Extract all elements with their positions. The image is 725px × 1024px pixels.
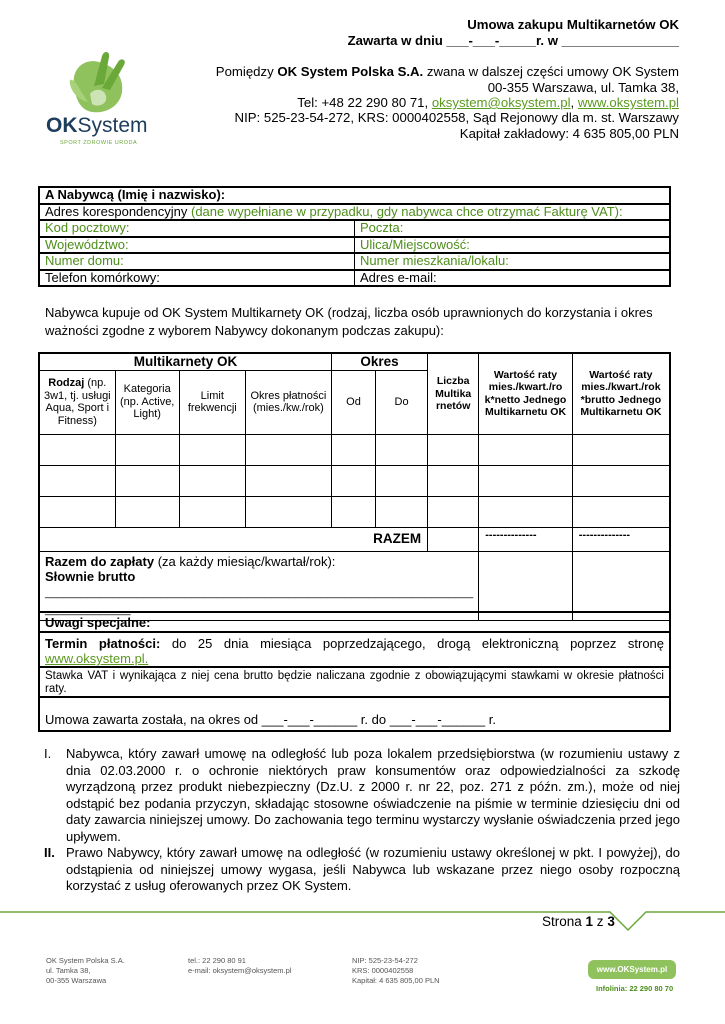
razem-do-zaplaty-note: (za każdy miesiąc/kwartał/rok): [154, 553, 336, 569]
clause-number: I. [44, 746, 52, 761]
product-table [38, 352, 671, 621]
footer-capital: Kapitał: 4 635 805,00 PLN [352, 976, 440, 985]
footer-nip: NIP: 525-23-54-272 [352, 956, 418, 965]
footer-company-city: 00-355 Warszawa [46, 976, 107, 985]
termin-text: do 25 dnia miesiąca poprzedzającego, drogą elektroniczną poprzez stronę [160, 636, 665, 651]
buyer-name-field[interactable]: A Nabywcą (Imię i nazwisko): [39, 187, 670, 204]
clause-text: Prawo Nabywcy, który zawarł umowę na odległość (w rozumieniu ustawy określonej w pkt. I powyżej), do odstąpienia od niniejszej umowy wygasa, jeśli Nabywca lub wskazane przez niego osoby rozpoczną korzystać z usług oferowanych przez OK System. [66, 845, 680, 893]
parties-line [216, 64, 679, 80]
postcode-field[interactable]: Kod pocztowy: [39, 220, 355, 237]
table-cell[interactable] [115, 434, 179, 465]
table-cell[interactable] [39, 434, 115, 465]
table-cell[interactable] [39, 465, 115, 496]
header-rodzaj-rest: (np. 3w1, tj. usługi Aqua, Sport i Fitness) [43, 377, 111, 427]
parties-suffix: zwana w dalszej części umowy OK System [423, 64, 679, 79]
table-cell[interactable] [479, 434, 573, 465]
logo-wordmark-ok: OK [46, 114, 78, 137]
page-total: 3 [607, 914, 615, 929]
header-multikarnety: Multikarnety OK [39, 353, 331, 370]
table-cell[interactable] [245, 465, 331, 496]
table-cell[interactable] [331, 465, 375, 496]
table-row [39, 496, 670, 527]
table-row [39, 434, 670, 465]
header-limit: Limit frekwencji [179, 370, 245, 434]
razem-netto-dashes: -------------- [479, 527, 573, 551]
clause-item [44, 845, 680, 895]
page-of: z [593, 914, 608, 929]
slownie-label: Słownie brutto [45, 568, 136, 584]
termin-label: Termin płatności: [45, 636, 161, 651]
company-address: 00-355 Warszawa, ul. Tamka 38, [487, 80, 679, 95]
razem-row [39, 527, 670, 551]
slownie-line: ______________________________________________________________________ [45, 586, 474, 599]
table-cell[interactable] [179, 465, 245, 496]
table-cell[interactable] [376, 465, 428, 496]
logo-wordmark [46, 114, 148, 138]
clause-number: II. [44, 845, 55, 860]
summary-brutto-cell[interactable] [572, 551, 670, 620]
parties-prefix: Pomiędzy [215, 64, 278, 79]
contact-line [297, 95, 679, 111]
footer-contact [188, 956, 291, 976]
street-field[interactable]: Ulica/Miejscowość: [355, 237, 671, 254]
header-okres-platnosci: Okres płatności (mies./kw./rok) [245, 370, 331, 434]
table-cell[interactable] [245, 434, 331, 465]
company-capital: Kapitał zakładowy: 4 635 805,00 PLN [459, 126, 679, 141]
phone-field[interactable]: Telefon komórkowy: [39, 270, 355, 287]
company-registry: NIP: 525-23-54-272, KRS: 0000402558, Sąd Rejonowy dla m. st. Warszawy [234, 110, 679, 125]
flat-number-field[interactable]: Numer mieszkania/lokalu: [355, 253, 671, 270]
post-field[interactable]: Poczta: [355, 220, 671, 237]
okres-umowy[interactable]: Umowa zawarta została, na okres od ___-___-______ r. do ___-___-______ r. [38, 698, 671, 732]
page-current: 1 [585, 914, 594, 929]
page-prefix: Strona [542, 914, 586, 929]
company-name: OK System Polska S.A. [277, 64, 424, 79]
address-label: Adres korespondencyjny [45, 203, 191, 219]
contract-date-line: Zawarta w dniu ___-___-_____r. w ________________ [347, 33, 679, 48]
footer-divider [0, 910, 725, 940]
table-cell[interactable] [428, 465, 479, 496]
header-kategoria: Kategoria (np. Active, Light) [115, 370, 179, 434]
razem-label: RAZEM [39, 527, 428, 551]
table-cell[interactable] [179, 434, 245, 465]
table-cell[interactable] [376, 496, 428, 527]
email-field[interactable]: Adres e-mail: [355, 270, 671, 287]
house-number-field[interactable]: Numer domu: [39, 253, 355, 270]
footer-krs: KRS: 0000402558 [352, 966, 414, 975]
contract-title: Umowa zakupu Multikarnetów OK [467, 17, 679, 32]
table-cell[interactable] [428, 434, 479, 465]
header-rodzaj-bold: Rodzaj [48, 377, 85, 389]
razem-count-cell[interactable] [428, 527, 479, 551]
table-cell[interactable] [179, 496, 245, 527]
header-okres: Okres [331, 353, 427, 370]
footer-infolinia: Infolinia: 22 290 80 70 [596, 984, 674, 993]
company-phone: Tel: +48 22 290 80 71, [297, 95, 432, 110]
logo-tagline: SPORT ZDROWIE URODA [60, 140, 138, 146]
razem-do-zaplaty-label: Razem do zapłaty [45, 553, 155, 569]
address-note: (dane wypełniane w przypadku, gdy nabywca chce otrzymać Fakturę VAT): [190, 203, 623, 219]
table-row [39, 465, 670, 496]
table-cell[interactable] [39, 496, 115, 527]
header-rodzaj [39, 370, 115, 434]
header-od: Od [331, 370, 375, 434]
table-cell[interactable] [376, 434, 428, 465]
table-cell[interactable] [331, 434, 375, 465]
table-cell[interactable] [572, 465, 670, 496]
header-brutto: Wartość raty mies./kwart./rok *brutto Jednego Multikarnetu OK [572, 353, 670, 434]
slownie-line-2: ______________ [45, 603, 131, 616]
clauses-list [44, 746, 680, 895]
razem-do-zaplaty-cell[interactable] [39, 551, 479, 620]
table-cell[interactable] [572, 434, 670, 465]
termin-website-link[interactable]: www.oksystem.pl. [45, 651, 149, 666]
summary-row [39, 551, 670, 620]
clause-item [44, 746, 680, 845]
purchase-intro: Nabywca kupuje od OK System Multikarnety OK (rodzaj, liczba osób uprawnionych do korzystania i okres ważności zgodne z wyborem Nabywcy dokonanym podczas zakupu): [45, 305, 653, 338]
logo-wordmark-system: System [77, 114, 148, 137]
footer-email: e-mail: oksystem@oksystem.pl [188, 966, 292, 975]
contact-separator: , [570, 95, 578, 110]
table-cell[interactable] [331, 496, 375, 527]
termin-platnosci [38, 633, 671, 668]
table-cell[interactable] [572, 496, 670, 527]
clause-text: Nabywca, który zawarł umowę na odległość lub poza lokalem przedsiębiorstwa (w rozumieniu ustawy z dnia 02.03.2000 r. o ochronie niektórych praw konsumentów oraz odpowiedzialności za szkodę wyrządzoną przez produkt niebezpieczny (Dz.U. z 2000 r. nr 22, poz. 271 z późn. zm.), może od niej odstąpić bez podania przyczyn, składając stosowne oświadczenie na piśmie w terminie dziesięciu dni od daty zawarcia niniejszej umowy. Do zachowania tego terminu wystarczy wysłanie oświadczenia przed jego upływem. [66, 746, 680, 844]
buyer-address-row [39, 204, 670, 221]
header-do: Do [376, 370, 428, 434]
table-cell[interactable] [115, 465, 179, 496]
table-cell[interactable] [245, 496, 331, 527]
buyer-form-table [38, 186, 671, 287]
footer-company-name: OK System Polska S.A. [46, 956, 125, 965]
razem-brutto-dashes: -------------- [572, 527, 670, 551]
footer-registry [352, 956, 440, 986]
page-number [542, 914, 615, 929]
footer-website-badge[interactable]: www.OKSystem.pl [588, 960, 676, 979]
table-cell[interactable] [428, 496, 479, 527]
footer-company-street: ul. Tamka 38, [46, 966, 91, 975]
header-liczba: Liczba Multika rnetów [428, 353, 479, 434]
table-cell[interactable] [479, 496, 573, 527]
email-link[interactable]: oksystem@oksystem.pl [431, 95, 571, 110]
province-field[interactable]: Województwo: [39, 237, 355, 254]
vat-note: Stawka VAT i wynikająca z niej cena brutto będzie naliczana zgodnie z obowiązującymi stawkami w okresie płatności raty. [38, 668, 671, 698]
website-link[interactable]: www.oksystem.pl [577, 95, 679, 110]
uwagi-specjalne[interactable]: Uwagi specjalne: [38, 611, 671, 633]
footer-phone: tel.: 22 290 80 91 [188, 956, 246, 965]
header-netto: Wartość raty mies./kwart./ro k*netto Jednego Multikarnetu OK [479, 353, 573, 434]
table-cell[interactable] [479, 465, 573, 496]
summary-netto-cell[interactable] [479, 551, 573, 620]
table-cell[interactable] [115, 496, 179, 527]
footer-company [46, 956, 125, 986]
company-logo [44, 44, 164, 154]
